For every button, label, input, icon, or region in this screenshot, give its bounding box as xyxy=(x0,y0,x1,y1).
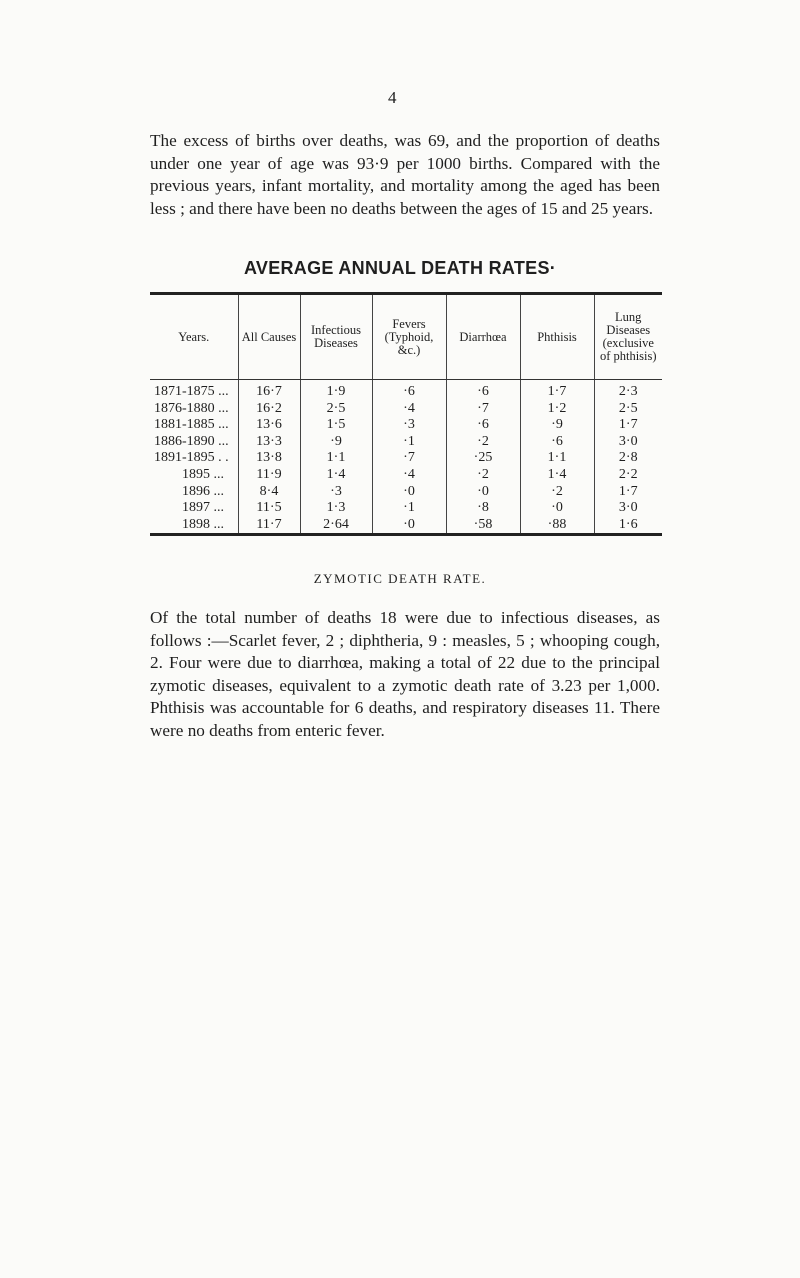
table-row xyxy=(150,401,662,418)
cell-diarrhoea: ·6 xyxy=(446,380,520,401)
header-phthisis: Phthisis xyxy=(520,294,594,380)
cell-diarrhoea: ·25 xyxy=(446,450,520,467)
cell-years: 1871-1875 ... xyxy=(154,384,229,399)
table-row xyxy=(150,500,662,517)
cell-lung: 1·6 xyxy=(594,517,662,535)
cell-lung: 2·8 xyxy=(594,450,662,467)
cell-phthisis: 1·1 xyxy=(520,450,594,467)
cell-years: 1895 ... xyxy=(182,466,224,482)
cell-all-causes: 11·9 xyxy=(238,467,300,484)
cell-infectious: 1·9 xyxy=(300,380,372,401)
table-row xyxy=(150,450,662,467)
cell-all-causes: 13·8 xyxy=(238,450,300,467)
cell-years: 1886-1890 ... xyxy=(154,433,229,449)
cell-phthisis: ·6 xyxy=(520,434,594,451)
cell-years: 1897 ... xyxy=(182,500,224,516)
cell-phthisis: ·2 xyxy=(520,484,594,501)
zymotic-paragraph: Of the total number of deaths 18 were due to infectious diseases, as follows :—Scarlet fever, 2 ; diphtheria, 9 : measles, 5 ; whooping cough, 2. Four were due to diarrhœa, making a total of 22 due to the principal zymotic diseases, equivalent to a zymotic death rate of 3.23 per 1,000. Phthisis was accountable for 6 deaths, and respiratory diseases 11. There were no deaths from enteric fever. xyxy=(150,608,660,740)
cell-phthisis: ·9 xyxy=(520,417,594,434)
cell-years: 1876-1880 ... xyxy=(154,400,229,416)
cell-lung: 2·2 xyxy=(594,467,662,484)
cell-fevers: ·4 xyxy=(372,467,446,484)
cell-years: 1881-1885 ... xyxy=(154,417,229,433)
table-header-row xyxy=(150,294,662,380)
cell-diarrhoea: ·2 xyxy=(446,434,520,451)
cell-lung: 2·5 xyxy=(594,401,662,418)
cell-phthisis: 1·4 xyxy=(520,467,594,484)
cell-all-causes: 13·3 xyxy=(238,434,300,451)
header-infectious: Infectious Diseases xyxy=(300,294,372,380)
cell-fevers: ·3 xyxy=(372,417,446,434)
cell-infectious: ·9 xyxy=(300,434,372,451)
cell-diarrhoea: ·7 xyxy=(446,401,520,418)
cell-fevers: ·1 xyxy=(372,500,446,517)
table-row xyxy=(150,380,662,401)
cell-lung: 3·0 xyxy=(594,500,662,517)
table-row xyxy=(150,467,662,484)
cell-fevers: ·6 xyxy=(372,380,446,401)
table-row xyxy=(150,434,662,451)
cell-lung: 1·7 xyxy=(594,417,662,434)
cell-lung: 2·3 xyxy=(594,380,662,401)
cell-all-causes: 11·5 xyxy=(238,500,300,517)
cell-infectious: 1·1 xyxy=(300,450,372,467)
table-title: AVERAGE ANNUAL DEATH RATES· xyxy=(243,258,557,278)
cell-all-causes: 11·7 xyxy=(238,517,300,535)
cell-infectious: 1·3 xyxy=(300,500,372,517)
cell-diarrhoea: ·58 xyxy=(446,517,520,535)
cell-years: 1898 ... xyxy=(182,516,224,532)
cell-years: 1891-1895 . . xyxy=(154,450,229,466)
zymotic-heading: ZYMOTIC DEATH RATE. xyxy=(313,571,487,586)
page-number: 4 xyxy=(388,88,397,107)
cell-fevers: ·4 xyxy=(372,401,446,418)
cell-fevers: ·1 xyxy=(372,434,446,451)
cell-infectious: 1·4 xyxy=(300,467,372,484)
header-fevers: Fevers (Typhoid, &c.) xyxy=(372,294,446,380)
cell-diarrhoea: ·8 xyxy=(446,500,520,517)
header-diarrhoea: Diarrhœa xyxy=(446,294,520,380)
cell-fevers: ·7 xyxy=(372,450,446,467)
cell-phthisis: 1·2 xyxy=(520,401,594,418)
cell-diarrhoea: ·0 xyxy=(446,484,520,501)
cell-lung: 1·7 xyxy=(594,484,662,501)
cell-infectious: 1·5 xyxy=(300,417,372,434)
cell-all-causes: 13·6 xyxy=(238,417,300,434)
cell-phthisis: ·88 xyxy=(520,517,594,535)
cell-infectious: 2·5 xyxy=(300,401,372,418)
cell-all-causes: 8·4 xyxy=(238,484,300,501)
table-row xyxy=(150,517,662,535)
table-row xyxy=(150,484,662,501)
cell-diarrhoea: ·6 xyxy=(446,417,520,434)
cell-fevers: ·0 xyxy=(372,517,446,535)
table-row xyxy=(150,417,662,434)
header-all-causes: All Causes xyxy=(238,294,300,380)
cell-all-causes: 16·2 xyxy=(238,401,300,418)
cell-diarrhoea: ·2 xyxy=(446,467,520,484)
cell-phthisis: 1·7 xyxy=(520,380,594,401)
header-years: Years. xyxy=(150,294,238,380)
cell-infectious: ·3 xyxy=(300,484,372,501)
cell-years: 1896 ... xyxy=(182,483,224,499)
death-rates-table xyxy=(150,292,662,536)
cell-fevers: ·0 xyxy=(372,484,446,501)
cell-all-causes: 16·7 xyxy=(238,380,300,401)
cell-lung: 3·0 xyxy=(594,434,662,451)
header-lung-diseases: Lung Diseases (exclusive of phthisis) xyxy=(594,294,662,380)
cell-phthisis: ·0 xyxy=(520,500,594,517)
intro-paragraph: The excess of births over deaths, was 69, and the proportion of deaths under one year of age was 93·9 per 1000 births. Compared with the previous years, infant mortality, and mortality among the aged has been less ; and there have been no deaths between the ages of 15 and 25 years. xyxy=(150,131,660,218)
cell-infectious: 2·64 xyxy=(300,517,372,535)
